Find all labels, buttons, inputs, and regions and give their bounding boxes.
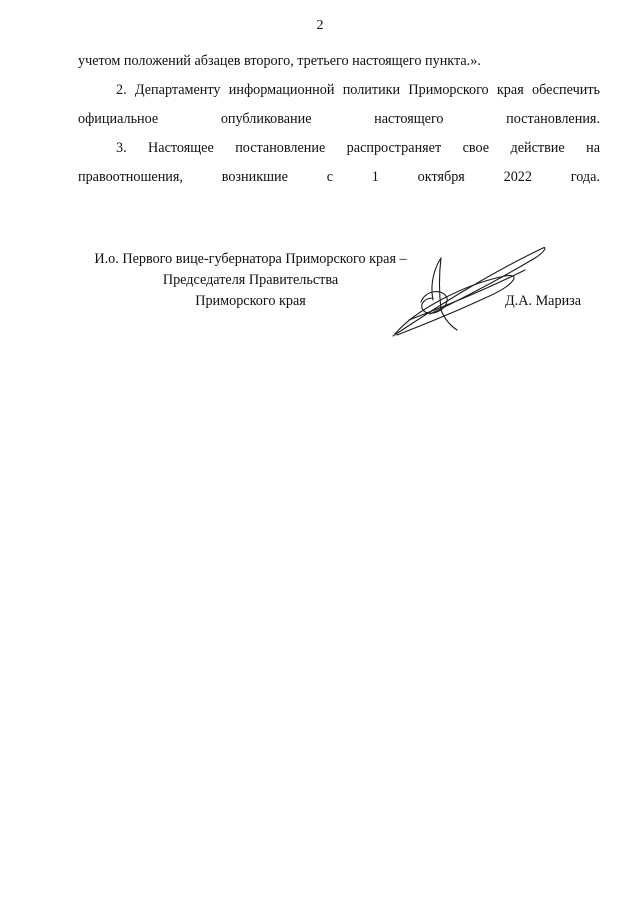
signatory-title-line-3: Приморского края <box>195 293 306 309</box>
paragraph-item-2: 2. Департаменту информационной политики Приморского края обеспечить официальное опубликование настоящего постановления. <box>78 82 600 127</box>
signatory-name: Д.А. Мариза <box>505 293 582 309</box>
paragraph-continuation: учетом положений абзацев второго, третьего настоящего пункта.». <box>78 53 481 69</box>
page-number: 2 <box>316 18 324 33</box>
paragraph-item-3: 3. Настоящее постановление распространяет свое действие на правоотношения, возникшие с 1 октября 2022 года. <box>78 140 600 185</box>
signatory-title-line-1: И.о. Первого вице-губернатора Приморского края – <box>94 251 407 267</box>
signatory-title-line-2: Председателя Правительства <box>162 272 339 288</box>
signatory-title <box>78 249 423 312</box>
